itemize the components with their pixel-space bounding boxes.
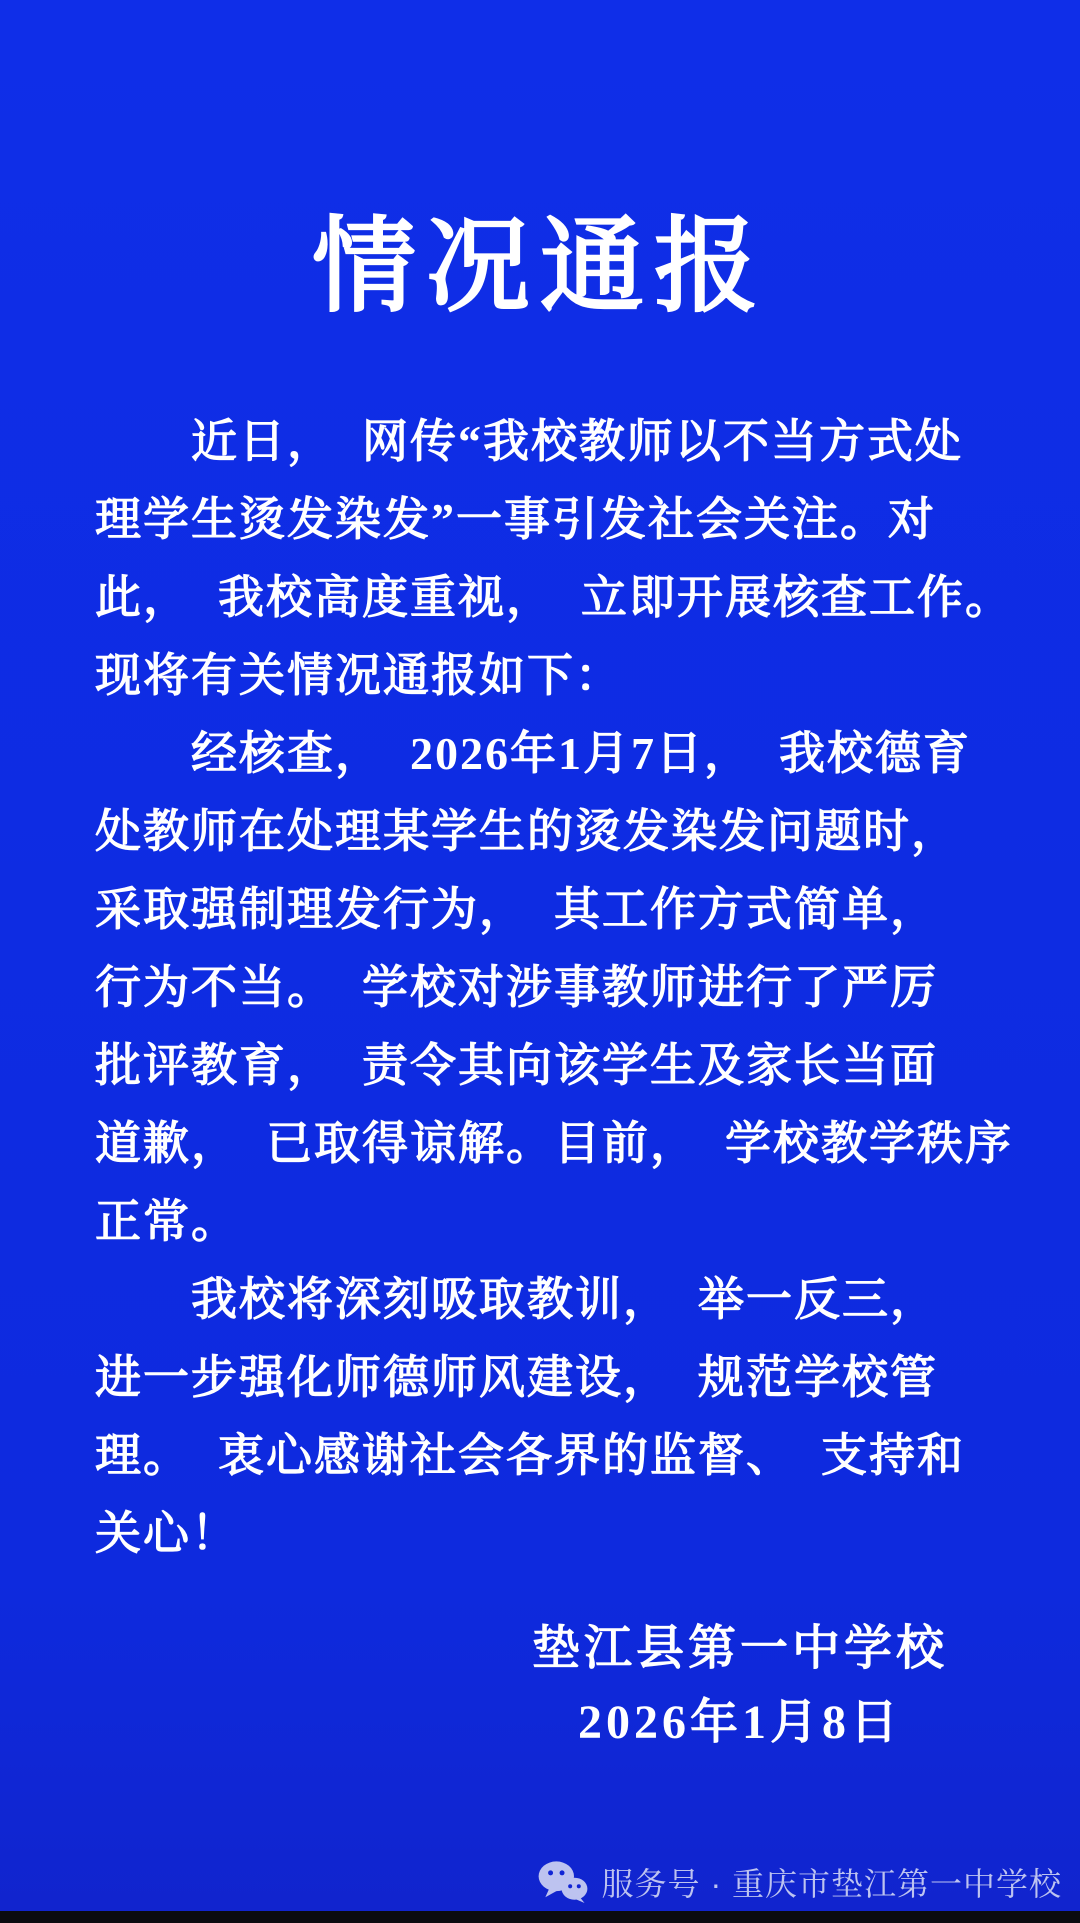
notice-line: 道歉， 已取得谅解。目前， 学校教学秩序 <box>95 1118 1013 1169</box>
notice-paragraph <box>95 715 1013 1261</box>
notice-line: 此， 我校高度重视， 立即开展核查工作。 <box>95 572 1013 623</box>
wechat-icon <box>538 1860 588 1904</box>
notice-body <box>95 403 1013 1573</box>
notice-line: 现将有关情况通报如下： <box>95 650 623 701</box>
notice-line: 进一步强化师德师风建设， 规范学校管 <box>95 1352 938 1403</box>
signature-org: 垫江县第一中学校 <box>531 1622 948 1675</box>
notice-paragraph <box>95 1261 985 1573</box>
notice-line: 关心！ <box>95 1508 239 1559</box>
notice-line: 处教师在处理某学生的烫发染发问题时， <box>95 806 959 857</box>
notice-line: 行为不当。 学校对涉事教师进行了严厉 <box>95 962 938 1013</box>
notice-line: 正常。 <box>95 1196 239 1247</box>
notice-line: 理学生烫发染发”一事引发社会关注。对 <box>95 494 936 545</box>
bottom-bar <box>0 1911 1080 1923</box>
notice-title: 情况通报 <box>311 210 768 325</box>
notice-line: 近日， 网传“我校教师以不当方式处 <box>191 416 963 467</box>
notice-line: 我校将深刻吸取教训， 举一反三， <box>191 1274 938 1325</box>
notice-paragraph <box>95 403 1013 715</box>
notice-line: 理。 衷心感谢社会各界的监督、 支持和 <box>95 1430 965 1481</box>
source-label: 服务号 · 重庆市垫江第一中学校 <box>601 1866 1062 1902</box>
notice-line: 批评教育， 责令其向该学生及家长当面 <box>95 1040 938 1091</box>
signature-block <box>390 1612 1080 1760</box>
notice-line: 经核查， 2026年1月7日， 我校德育 <box>191 728 971 779</box>
signature-date: 2026年1月8日 <box>577 1696 902 1749</box>
source-watermark <box>538 1852 1062 1912</box>
notice-line: 采取强制理发行为， 其工作方式简单， <box>95 884 938 935</box>
